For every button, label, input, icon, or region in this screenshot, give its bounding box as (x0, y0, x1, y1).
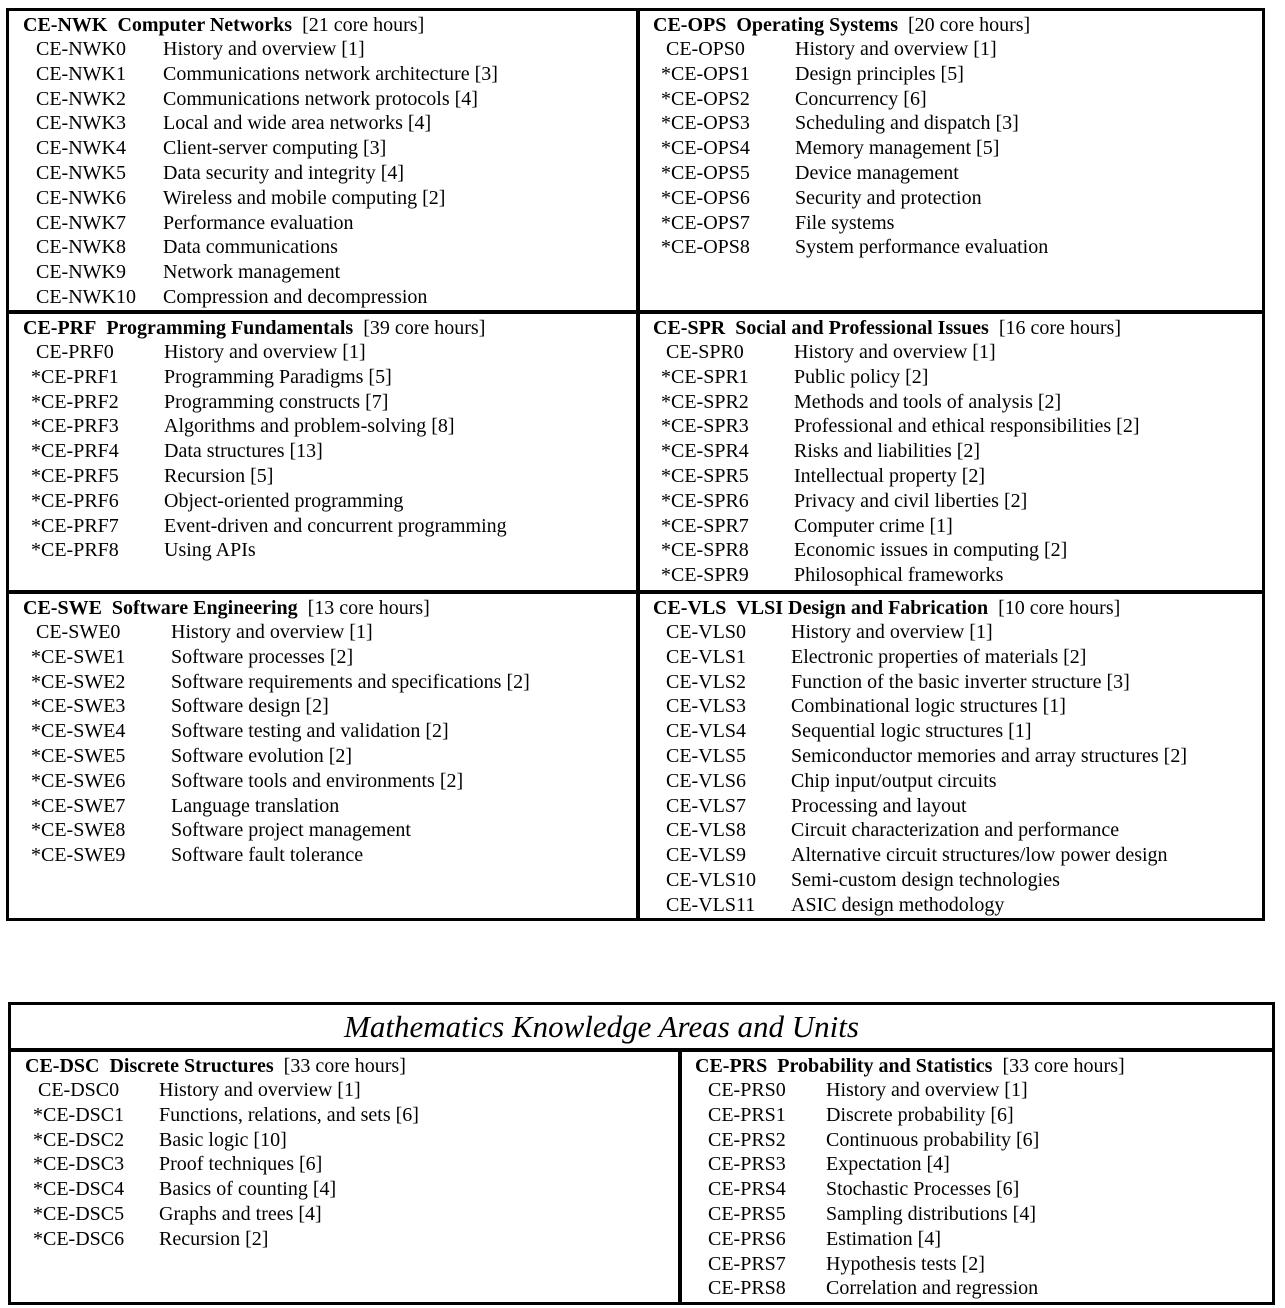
unit-code: *CE-SWE9 (31, 844, 126, 867)
unit-title: History and overview [1] (171, 621, 373, 643)
unit-code: CE-PRS5 (703, 1202, 786, 1225)
unit-title: Client-server computing [3] (163, 137, 387, 160)
unit-row (695, 1252, 1272, 1277)
unit-row (695, 1152, 1272, 1177)
unit-title: Data security and integrity [4] (163, 161, 405, 184)
unit-code: *CE-DSC3 (33, 1153, 125, 1176)
unit-row (653, 340, 1262, 365)
unit-row (23, 136, 636, 161)
unit-code: CE-VLS10 (661, 868, 756, 891)
area-code: CE-DSC (25, 1055, 100, 1077)
unit-row (23, 390, 636, 415)
unit-title: Design principles [5] (795, 62, 964, 85)
unit-title: Proof techniques [6] (159, 1153, 323, 1176)
unit-code: *CE-PRF4 (31, 440, 119, 463)
unit-title: Recursion [5] (164, 464, 274, 487)
unit-row (653, 843, 1262, 868)
unit-code: *CE-PRF2 (31, 390, 119, 413)
unit-title: History and overview [1] (791, 621, 993, 643)
area-core-hours: [13 core hours] (307, 597, 430, 619)
unit-code: CE-SPR0 (661, 341, 744, 363)
unit-title: Sequential logic structures [1] (791, 720, 1032, 743)
unit-title: Communications network architecture [3] (163, 62, 498, 85)
unit-code: *CE-DSC5 (33, 1202, 125, 1225)
unit-row (23, 340, 636, 365)
unit-row (653, 563, 1262, 588)
area-cell-prs (682, 1052, 1272, 1302)
unit-title: Circuit characterization and performance (791, 819, 1120, 842)
area-heading (23, 316, 636, 340)
unit-row (23, 464, 636, 489)
unit-code: *CE-OPS8 (661, 236, 750, 259)
unit-title: Scheduling and dispatch [3] (795, 112, 1019, 135)
unit-code: *CE-DSC4 (33, 1178, 125, 1201)
unit-row (23, 439, 636, 464)
unit-title: System performance evaluation (795, 236, 1049, 259)
unit-row (25, 1202, 678, 1227)
unit-row (695, 1128, 1272, 1153)
unit-code: *CE-SPR5 (661, 464, 749, 487)
unit-code: CE-NWK10 (31, 285, 136, 308)
unit-row (653, 186, 1262, 211)
unit-title: History and overview [1] (159, 1079, 361, 1101)
unit-code: *CE-PRF7 (31, 514, 119, 537)
unit-row (23, 538, 636, 563)
unit-code: CE-PRS2 (703, 1128, 786, 1151)
area-core-hours: [21 core hours] (302, 14, 425, 36)
area-core-hours: [10 core hours] (998, 597, 1121, 619)
area-title: VLSI Design and Fabrication (736, 597, 989, 619)
unit-row (653, 62, 1262, 87)
unit-code: *CE-OPS3 (661, 112, 750, 135)
unit-title: Graphs and trees [4] (159, 1202, 322, 1225)
unit-row (653, 489, 1262, 514)
unit-row (23, 670, 636, 695)
unit-title: Correlation and regression (826, 1277, 1039, 1300)
unit-title: Software evolution [2] (171, 744, 353, 767)
area-code: CE-NWK (23, 14, 108, 36)
area-core-hours: [33 core hours] (283, 1055, 406, 1077)
unit-row (23, 235, 636, 260)
area-heading (23, 596, 636, 620)
unit-title: Software design [2] (171, 695, 329, 718)
area-heading (653, 316, 1262, 340)
unit-title: Semiconductor memories and array structures [2] (791, 744, 1187, 767)
area-cell-spr (640, 314, 1262, 590)
unit-title: ASIC design methodology (791, 893, 1005, 916)
unit-row (695, 1078, 1272, 1103)
unit-title: Local and wide area networks [4] (163, 112, 432, 135)
unit-row (695, 1202, 1272, 1227)
unit-title: History and overview [1] (164, 341, 366, 363)
unit-row (653, 414, 1262, 439)
unit-row (23, 769, 636, 794)
unit-row (25, 1128, 678, 1153)
unit-row (653, 439, 1262, 464)
unit-code: CE-NWK8 (31, 236, 126, 259)
unit-code: *CE-OPS4 (661, 137, 750, 160)
unit-title: Object-oriented programming (164, 489, 404, 512)
unit-code: CE-NWK9 (31, 261, 126, 284)
unit-title: Public policy [2] (794, 365, 929, 388)
unit-row (23, 62, 636, 87)
unit-code: *CE-PRF8 (31, 539, 119, 562)
unit-title: Basic logic [10] (159, 1128, 287, 1151)
unit-row (653, 235, 1262, 260)
unit-row (653, 769, 1262, 794)
unit-row (653, 136, 1262, 161)
area-code: CE-SWE (23, 597, 102, 619)
unit-title: Stochastic Processes [6] (826, 1178, 1020, 1201)
unit-row (653, 37, 1262, 62)
unit-row (23, 260, 636, 285)
unit-code: *CE-OPS5 (661, 161, 750, 184)
unit-code: *CE-SWE1 (31, 645, 126, 668)
area-cell-vls (640, 594, 1262, 918)
unit-code: *CE-SWE8 (31, 819, 126, 842)
unit-row (23, 414, 636, 439)
unit-row (653, 538, 1262, 563)
unit-title: Memory management [5] (795, 137, 1000, 160)
unit-row (695, 1103, 1272, 1128)
unit-title: Risks and liabilities [2] (794, 440, 981, 463)
unit-code: *CE-SPR2 (661, 390, 749, 413)
unit-row (653, 211, 1262, 236)
area-core-hours: [16 core hours] (998, 317, 1121, 339)
core-areas-table (6, 8, 1265, 921)
unit-title: Basics of counting [4] (159, 1178, 337, 1201)
unit-row (653, 464, 1262, 489)
math-table-title: Mathematics Knowledge Areas and Units (11, 1005, 1272, 1048)
unit-title: Professional and ethical responsibilities [2] (794, 415, 1140, 438)
area-heading (653, 13, 1262, 37)
area-core-hours: [20 core hours] (908, 14, 1031, 36)
unit-title: Performance evaluation (163, 211, 354, 234)
unit-title: History and overview [1] (795, 38, 997, 60)
unit-code: CE-VLS5 (661, 744, 746, 767)
unit-row (23, 161, 636, 186)
unit-code: *CE-DSC2 (33, 1128, 125, 1151)
area-title: Software Engineering (111, 597, 298, 619)
area-code: CE-VLS (653, 597, 727, 619)
unit-row (23, 87, 636, 112)
unit-title: Semi-custom design technologies (791, 868, 1060, 891)
unit-title: Wireless and mobile computing [2] (163, 186, 446, 209)
unit-row (25, 1227, 678, 1252)
area-heading (695, 1054, 1272, 1078)
unit-row (653, 794, 1262, 819)
unit-code: *CE-OPS1 (661, 62, 750, 85)
unit-code: CE-DSC0 (33, 1079, 120, 1101)
unit-row (23, 211, 636, 236)
unit-code: CE-VLS3 (661, 695, 746, 718)
unit-title: Software project management (171, 819, 411, 842)
unit-code: *CE-DSC1 (33, 1103, 125, 1126)
unit-title: Economic issues in computing [2] (794, 539, 1068, 562)
unit-code: *CE-DSC6 (33, 1227, 125, 1250)
unit-title: Language translation (171, 794, 340, 817)
unit-row (23, 843, 636, 868)
unit-row (653, 645, 1262, 670)
unit-code: CE-VLS11 (661, 893, 756, 916)
unit-code: CE-NWK5 (31, 161, 126, 184)
unit-code: *CE-SPR9 (661, 564, 749, 587)
area-cell-dsc (11, 1052, 678, 1302)
unit-row (653, 365, 1262, 390)
area-core-hours: [33 core hours] (1002, 1055, 1125, 1077)
unit-code: CE-PRS1 (703, 1103, 786, 1126)
unit-code: *CE-SWE3 (31, 695, 126, 718)
unit-code: CE-SWE0 (31, 621, 121, 643)
unit-code: *CE-PRF6 (31, 489, 119, 512)
unit-row (653, 670, 1262, 695)
unit-title: Privacy and civil liberties [2] (794, 489, 1028, 512)
unit-row (23, 285, 636, 310)
unit-title: Programming constructs [7] (164, 390, 389, 413)
unit-row (23, 111, 636, 136)
unit-code: *CE-SWE4 (31, 720, 126, 743)
unit-title: Functions, relations, and sets [6] (159, 1103, 419, 1126)
unit-code: CE-PRS6 (703, 1227, 786, 1250)
unit-title: Event-driven and concurrent programming (164, 514, 507, 537)
unit-title: Software requirements and specifications [2] (171, 670, 530, 693)
unit-code: CE-PRS4 (703, 1178, 786, 1201)
unit-row (695, 1276, 1272, 1301)
unit-title: Compression and decompression (163, 285, 428, 308)
unit-title: Communications network protocols [4] (163, 87, 478, 110)
area-cell-swe (9, 594, 636, 918)
unit-code: CE-NWK6 (31, 186, 126, 209)
unit-title: Algorithms and problem-solving [8] (164, 415, 455, 438)
unit-code: *CE-PRF1 (31, 365, 119, 388)
area-title: Social and Professional Issues (735, 317, 989, 339)
area-title: Programming Fundamentals (106, 317, 354, 339)
unit-row (23, 744, 636, 769)
unit-code: *CE-SPR1 (661, 365, 749, 388)
unit-code: *CE-PRF5 (31, 464, 119, 487)
unit-title: Estimation [4] (826, 1227, 941, 1250)
unit-row (653, 818, 1262, 843)
unit-title: Device management (795, 161, 959, 184)
unit-title: Software tools and environments [2] (171, 769, 464, 792)
unit-row (25, 1177, 678, 1202)
unit-row (653, 744, 1262, 769)
unit-code: *CE-OPS7 (661, 211, 750, 234)
unit-title: History and overview [1] (163, 38, 365, 60)
unit-row (23, 37, 636, 62)
unit-code: CE-VLS4 (661, 720, 746, 743)
unit-row (653, 694, 1262, 719)
unit-code: *CE-SWE7 (31, 794, 126, 817)
unit-row (695, 1227, 1272, 1252)
unit-row (23, 620, 636, 645)
unit-row (25, 1152, 678, 1177)
area-cell-nwk (9, 11, 636, 310)
unit-code: *CE-SWE5 (31, 744, 126, 767)
unit-title: Processing and layout (791, 794, 967, 817)
unit-title: Discrete probability [6] (826, 1103, 1014, 1126)
unit-row (23, 719, 636, 744)
math-areas-table (8, 1002, 1275, 1305)
unit-title: Philosophical frameworks (794, 564, 1004, 587)
unit-code: *CE-SWE2 (31, 670, 126, 693)
unit-code: CE-NWK3 (31, 112, 126, 135)
unit-code: CE-VLS8 (661, 819, 746, 842)
unit-title: Computer crime [1] (794, 514, 953, 537)
unit-code: CE-PRS0 (703, 1079, 786, 1101)
unit-code: CE-VLS7 (661, 794, 746, 817)
unit-title: Recursion [2] (159, 1227, 269, 1250)
unit-code: CE-VLS2 (661, 670, 746, 693)
unit-title: Data communications (163, 236, 338, 259)
unit-title: Concurrency [6] (795, 87, 927, 110)
unit-code: CE-VLS9 (661, 844, 746, 867)
unit-row (25, 1103, 678, 1128)
unit-code: CE-VLS6 (661, 769, 746, 792)
unit-row (653, 620, 1262, 645)
area-code: CE-PRF (23, 317, 97, 339)
area-title: Probability and Statistics (777, 1055, 993, 1077)
area-heading (25, 1054, 678, 1078)
unit-title: Data structures [13] (164, 440, 323, 463)
area-code: CE-OPS (653, 14, 727, 36)
unit-title: Function of the basic inverter structure [3] (791, 670, 1130, 693)
unit-code: CE-PRS8 (703, 1277, 786, 1300)
unit-row (653, 111, 1262, 136)
unit-code: *CE-SPR6 (661, 489, 749, 512)
unit-title: Hypothesis tests [2] (826, 1252, 985, 1275)
unit-code: *CE-SWE6 (31, 769, 126, 792)
unit-row (653, 87, 1262, 112)
unit-code: CE-PRS3 (703, 1153, 786, 1176)
unit-code: CE-NWK4 (31, 137, 126, 160)
unit-row (23, 694, 636, 719)
area-title: Computer Networks (117, 14, 293, 36)
unit-code: CE-NWK7 (31, 211, 126, 234)
unit-title: Continuous probability [6] (826, 1128, 1040, 1151)
unit-row (23, 645, 636, 670)
unit-title: Intellectual property [2] (794, 464, 986, 487)
area-cell-prf (9, 314, 636, 590)
unit-row (653, 514, 1262, 539)
unit-row (23, 489, 636, 514)
unit-code: CE-NWK0 (31, 38, 126, 60)
unit-code: *CE-SPR3 (661, 415, 749, 438)
unit-title: Network management (163, 261, 341, 284)
unit-title: Sampling distributions [4] (826, 1202, 1036, 1225)
unit-row (23, 794, 636, 819)
unit-title: Software testing and validation [2] (171, 720, 449, 743)
unit-title: Electronic properties of materials [2] (791, 645, 1087, 668)
unit-code: *CE-SPR8 (661, 539, 749, 562)
unit-title: Security and protection (795, 186, 982, 209)
unit-title: Expectation [4] (826, 1153, 950, 1176)
area-heading (653, 596, 1262, 620)
unit-title: Combinational logic structures [1] (791, 695, 1066, 718)
unit-row (653, 893, 1262, 918)
area-heading (23, 13, 636, 37)
unit-row (23, 514, 636, 539)
unit-row (23, 365, 636, 390)
area-title: Operating Systems (736, 14, 899, 36)
unit-code: CE-OPS0 (661, 38, 745, 60)
unit-row (23, 818, 636, 843)
unit-code: *CE-OPS2 (661, 87, 750, 110)
area-code: CE-SPR (653, 317, 726, 339)
unit-title: Chip input/output circuits (791, 769, 997, 792)
unit-code: CE-NWK2 (31, 87, 126, 110)
unit-row (25, 1078, 678, 1103)
unit-title: Programming Paradigms [5] (164, 365, 392, 388)
unit-title: History and overview [1] (826, 1079, 1028, 1101)
unit-row (653, 390, 1262, 415)
unit-code: CE-VLS1 (661, 645, 746, 668)
unit-title: Methods and tools of analysis [2] (794, 390, 1062, 413)
unit-code: CE-PRS7 (703, 1252, 786, 1275)
area-title: Discrete Structures (109, 1055, 274, 1077)
unit-code: *CE-OPS6 (661, 186, 750, 209)
unit-title: Software fault tolerance (171, 844, 364, 867)
unit-code: *CE-PRF3 (31, 415, 119, 438)
unit-title: Alternative circuit structures/low power design (791, 844, 1168, 867)
unit-title: Software processes [2] (171, 645, 354, 668)
unit-row (653, 719, 1262, 744)
unit-code: CE-PRF0 (31, 341, 114, 363)
unit-title: History and overview [1] (794, 341, 996, 363)
unit-title: File systems (795, 211, 895, 234)
unit-code: CE-NWK1 (31, 62, 126, 85)
unit-row (653, 868, 1262, 893)
unit-code: *CE-SPR7 (661, 514, 749, 537)
unit-row (653, 161, 1262, 186)
unit-title: Using APIs (164, 539, 256, 562)
area-core-hours: [39 core hours] (363, 317, 486, 339)
unit-code: CE-VLS0 (661, 621, 746, 643)
area-cell-ops (640, 11, 1262, 310)
unit-row (695, 1177, 1272, 1202)
unit-row (23, 186, 636, 211)
area-code: CE-PRS (695, 1055, 768, 1077)
unit-code: *CE-SPR4 (661, 440, 749, 463)
